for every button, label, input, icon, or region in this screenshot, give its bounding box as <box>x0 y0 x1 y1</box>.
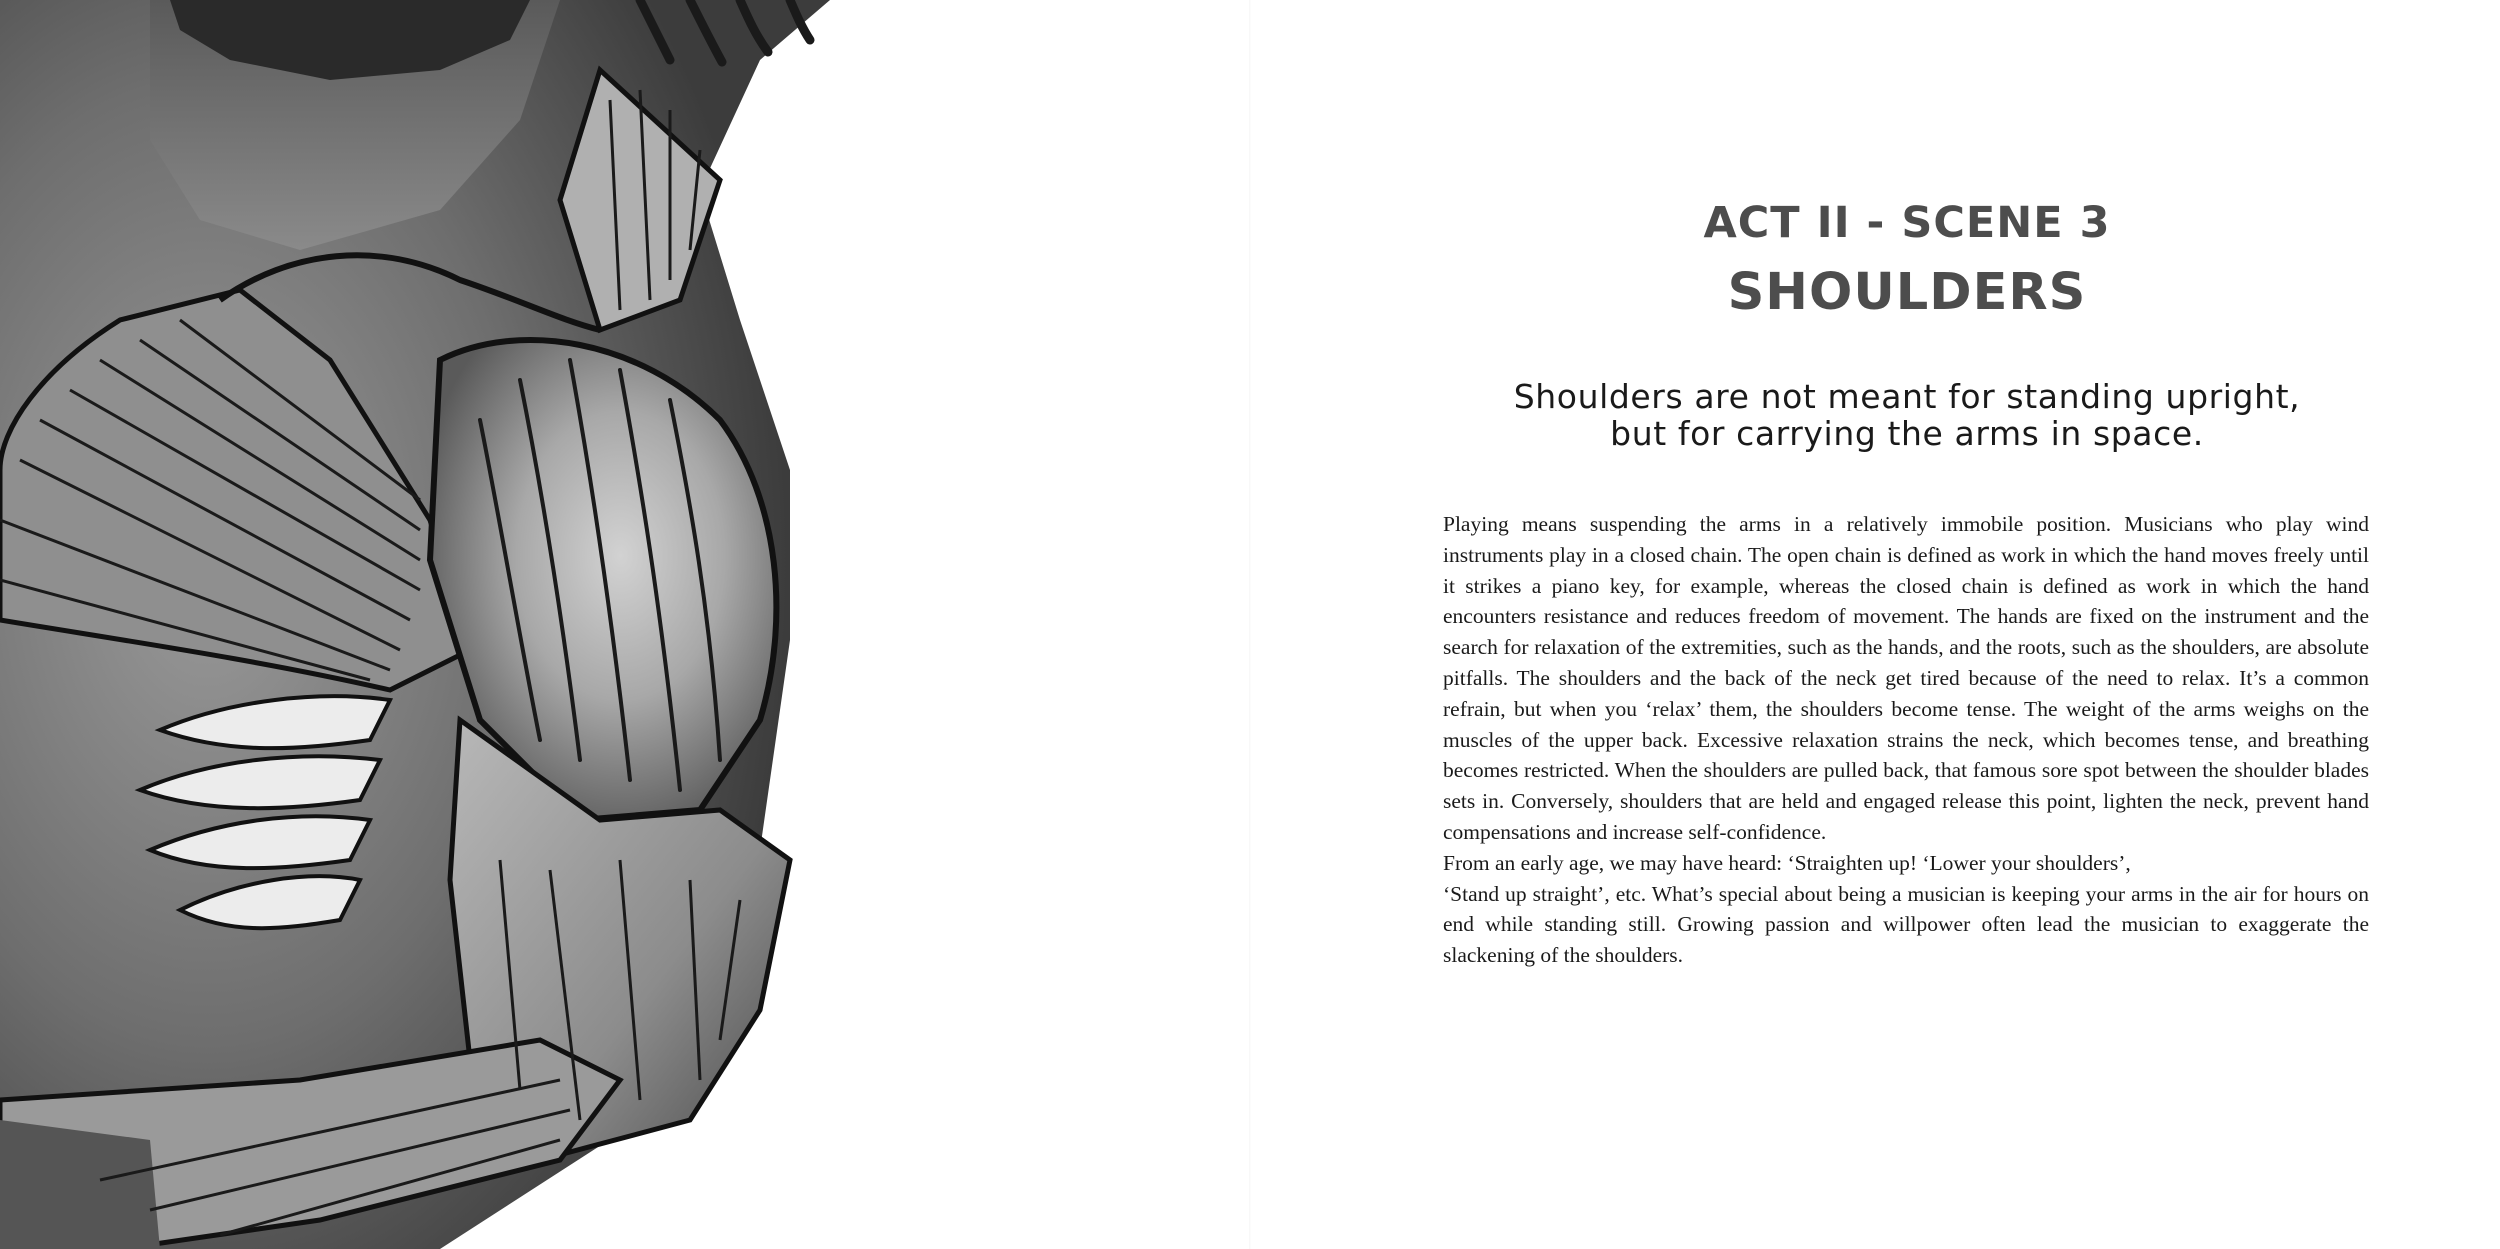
act-scene-heading: ACT II - SCENE 3 <box>1703 198 2111 248</box>
body-paragraph-3: ‘Stand up straight’, etc. What’s special about being a musician is keeping your arms in the air for hours on end while standing still. Growing passion and willpower often lead the musician to exaggerate the slackening of the shoulders. <box>1443 881 2369 968</box>
chapter-title: SHOULDERS <box>1727 263 2087 322</box>
tagline <box>1251 378 2500 452</box>
body-paragraph-2: From an early age, we may have heard: ‘Straighten up! ‘Lower your shoulders’, <box>1443 850 2131 875</box>
jeans-patch <box>0 1120 160 1249</box>
tagline-line-1: Shoulders are not meant for standing upright, <box>1513 377 2301 416</box>
tagline-line-2: but for carrying the arms in space. <box>1610 414 2204 453</box>
right-page <box>1251 0 2500 1249</box>
body-paragraph-1: Playing means suspending the arms in a relatively immobile position. Musicians who play wind instruments play in a closed chain. The open chain is defined as work in which the hand moves freely until it strikes a piano key, for example, whereas the closed chain is defined as work in which the hand encounters resistance and reduces freedom of movement. The hands are fixed on the instrument and the search for relaxation of the extremities, such as the hands, and the roots, such as the shoulders, are absolute pitfalls. The shoulders and the back of the neck get tired because of the need to relax. It’s a common refrain, but when you ‘relax’ them, the shoulders become tense. The weight of the arms weighs on the muscles of the upper back. Excessive relaxation strains the neck, which becomes tense, and breathing becomes restricted. When the shoulders are pulled back, that famous sore spot between the shoulder blades sets in. Conversely, shoulders that are held and engaged release this point, lighten the neck, prevent hand compensations and increase self-confidence. <box>1443 512 2369 844</box>
body-text <box>1443 509 2369 971</box>
